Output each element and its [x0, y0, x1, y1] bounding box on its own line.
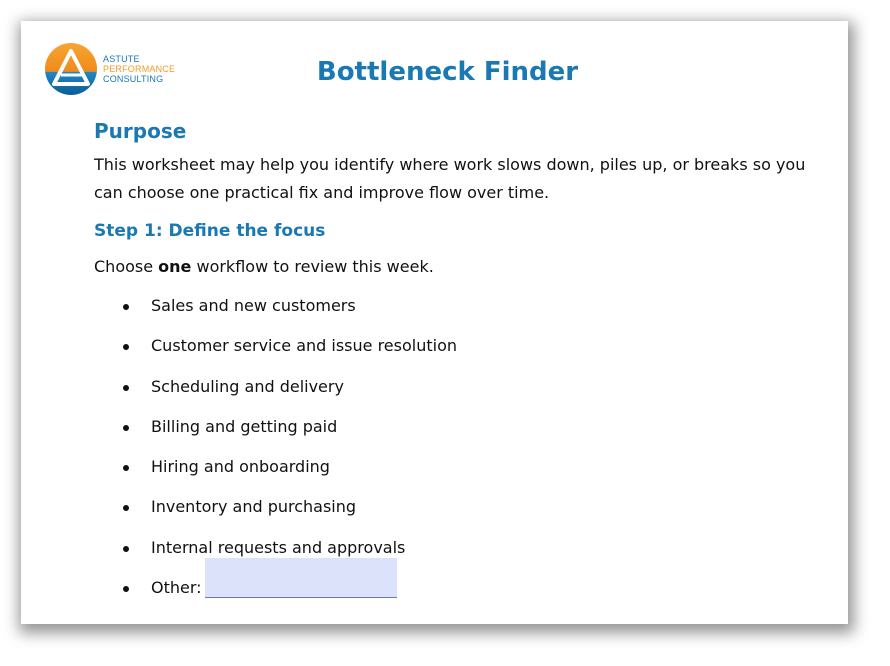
list-item: [94, 497, 457, 537]
list-item: [94, 296, 457, 336]
bullet-icon: [123, 505, 129, 511]
logo-line-consulting: CONSULTING: [103, 74, 164, 84]
bullet-icon: [123, 344, 129, 350]
list-item-label: Billing and getting paid: [151, 416, 338, 436]
list-item: [94, 417, 457, 457]
purpose-text: This worksheet may help you identify where work slows down, piles up, or breaks so you can choose one practical fix and improve flow over time.: [94, 155, 806, 202]
list-item-label: Inventory and purchasing: [151, 497, 357, 517]
list-item-label: Hiring and onboarding: [151, 457, 330, 477]
other-label: Other:: [151, 578, 202, 598]
list-item-label: Internal requests and approvals: [151, 537, 406, 557]
bullet-icon: [123, 385, 129, 391]
bullet-icon: [123, 465, 129, 471]
step1-heading: Step 1: Define the focus: [94, 221, 326, 241]
worksheet-page: [21, 21, 848, 624]
bullet-icon: [123, 425, 129, 431]
list-item: [94, 457, 457, 497]
step1-intro-after: workflow to review this week.: [191, 257, 434, 276]
list-item: [94, 336, 457, 376]
purpose-heading: Purpose: [94, 119, 187, 143]
list-item-label: Sales and new customers: [151, 296, 356, 315]
list-item-label: Scheduling and delivery: [151, 376, 344, 396]
page-title: Bottleneck Finder: [316, 57, 579, 87]
step1-intro: [94, 257, 434, 276]
step1-intro-before: Choose: [94, 257, 159, 276]
list-item-label: Customer service and issue resolution: [151, 336, 458, 356]
logo-line-performance: PERFORMANCE: [103, 64, 176, 74]
bullet-icon: [123, 546, 129, 552]
logo-line-astute: ASTUTE: [103, 54, 140, 64]
list-item: [94, 377, 457, 417]
bullet-icon: [123, 586, 129, 592]
step1-intro-bold: one: [158, 257, 192, 276]
bullet-icon: [123, 304, 129, 310]
other-workflow-field[interactable]: [205, 558, 397, 598]
